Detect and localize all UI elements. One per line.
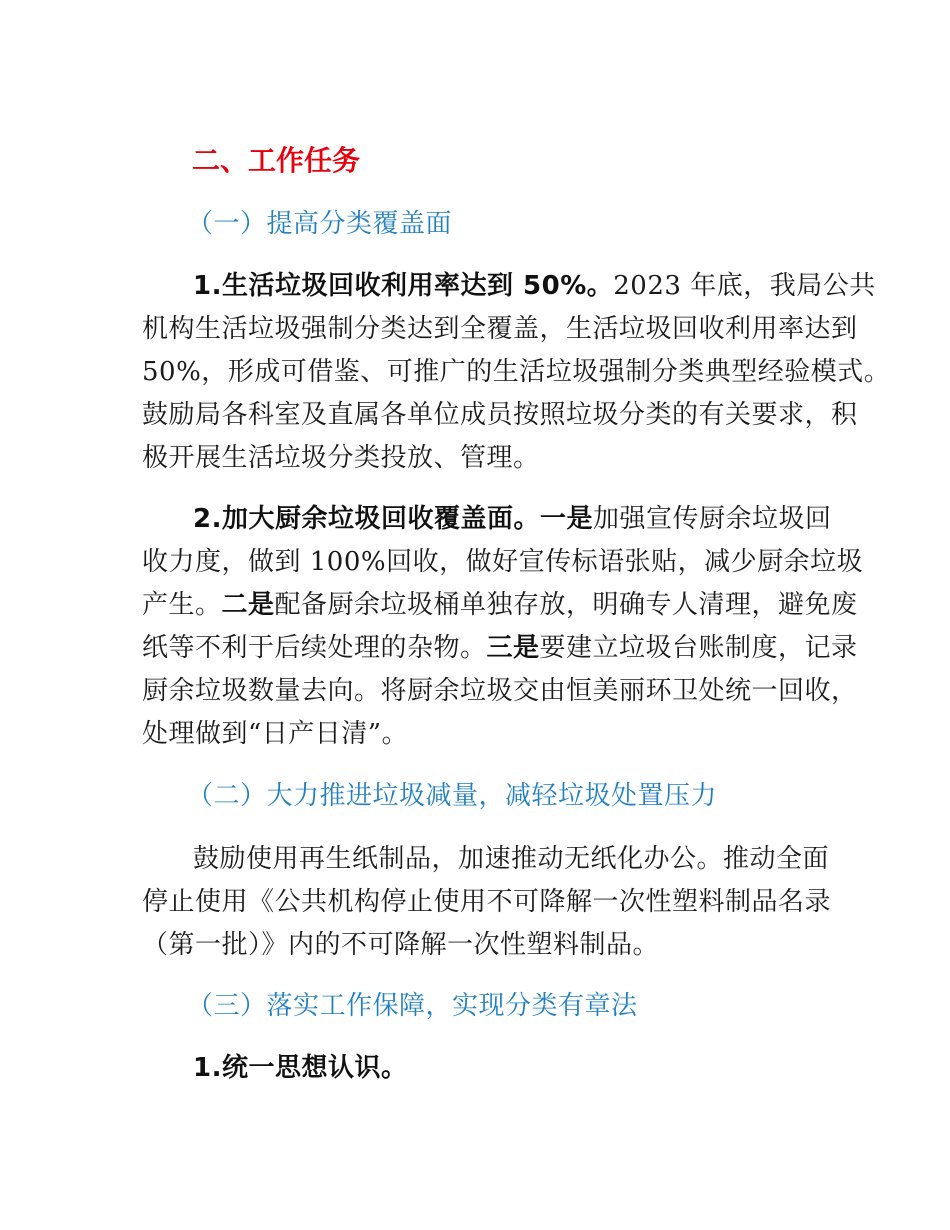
paragraph-2-line-1 (193, 503, 832, 535)
paragraph-2-line-2: 收力度，做到 100%回收，做好宣传标语张贴，减少厨余垃圾 (142, 547, 864, 577)
item-3-title: 1.统一思想认识。 (193, 1053, 408, 1083)
paragraph-2-line-5: 厨余垃圾数量去向。将厨余垃圾交由恒美丽环卫处统一回收， (142, 676, 858, 706)
text-segment: 产生。 (142, 590, 222, 620)
subheading-3: （三）落实工作保障，实现分类有章法 (187, 991, 638, 1021)
paragraph-1-line-1 (193, 270, 876, 302)
subheading-2: （二）大力推进垃圾减量，减轻垃圾处置压力 (187, 781, 718, 811)
item-2-text: 加强宣传厨余垃圾回 (592, 504, 832, 534)
paragraph-2-line-3 (142, 589, 858, 621)
marker-three: 三是 (486, 633, 540, 663)
paragraph-2-line-4 (142, 632, 858, 664)
marker-two: 二是 (221, 590, 275, 620)
paragraph-3-line-2: 停止使用《公共机构停止使用不可降解一次性塑料制品名录 (142, 887, 832, 917)
text-segment: 配备厨余垃圾桶单独存放，明确专人清理，避免废 (274, 590, 858, 620)
item-1-text: 2023 年底，我局公共 (613, 271, 876, 301)
paragraph-2-line-6: 处理做到“日产日清”。 (142, 719, 409, 749)
text-segment: 纸等不利于后续处理的杂物。 (142, 633, 487, 663)
marker-one: 一是 (539, 504, 593, 534)
text-segment: 要建立垃圾台账制度，记录 (539, 633, 858, 663)
paragraph-1-line-4: 鼓励局各科室及直属各单位成员按照垃圾分类的有关要求，积 (142, 400, 858, 430)
paragraph-4-line-1 (193, 1052, 407, 1084)
section-heading: 二、工作任务 (192, 144, 361, 177)
paragraph-3-line-1: 鼓励使用再生纸制品，加速推动无纸化办公。推动全面 (193, 844, 830, 874)
paragraph-1-line-5: 极开展生活垃圾分类投放、管理。 (142, 443, 540, 473)
subheading-1: （一）提高分类覆盖面 (187, 209, 453, 239)
paragraph-1-line-2: 机构生活垃圾强制分类达到全覆盖，生活垃圾回收利用率达到 (142, 314, 858, 344)
paragraph-3-line-3: （第一批）》内的不可降解一次性塑料制品。 (142, 930, 660, 960)
item-1-title: 1.生活垃圾回收利用率达到 50%。 (193, 271, 614, 301)
item-2-title: 2.加大厨余垃圾回收覆盖面。 (193, 504, 540, 534)
paragraph-1-line-3: 50%，形成可借鉴、可推广的生活垃圾强制分类典型经验模式。 (142, 357, 891, 387)
